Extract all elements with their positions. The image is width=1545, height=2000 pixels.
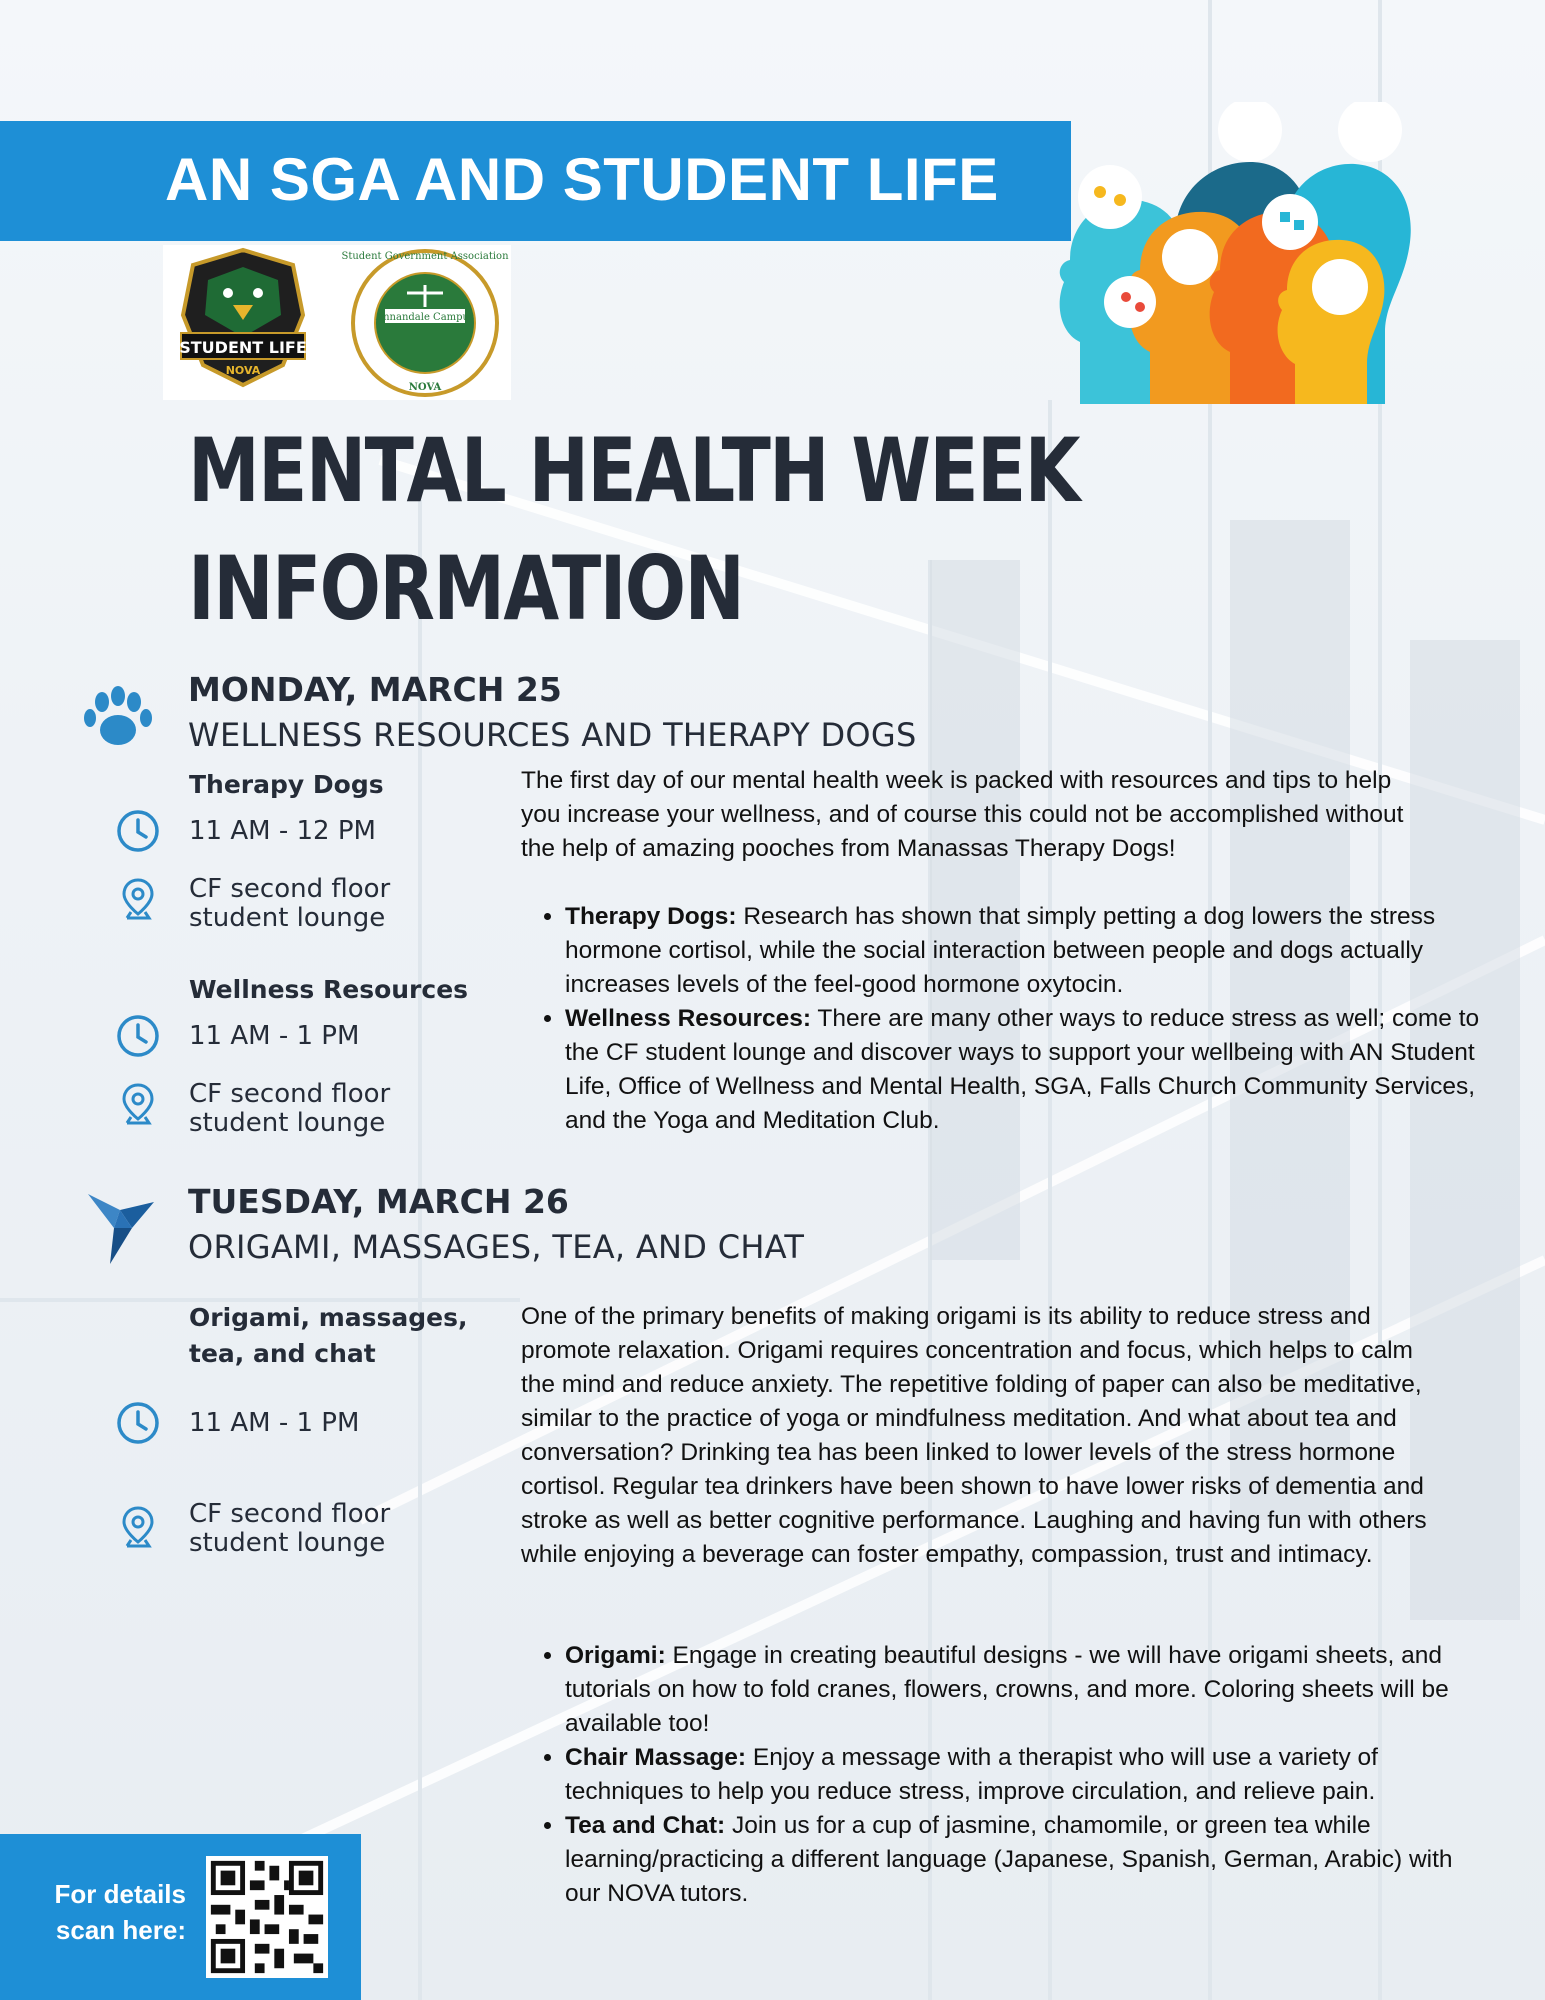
tuesday-event-title <box>189 1300 468 1372</box>
qr-caption-line-1: For details <box>54 1879 186 1909</box>
logos-panel <box>163 245 511 400</box>
qr-code[interactable] <box>206 1856 328 1978</box>
event-title-line-2: tea, and chat <box>189 1339 376 1368</box>
list-item: • Wellness Resources: There are many other ways to reduce stress as well; come to the CF student lounge and discover ways to support your wellbeing with AN Student Life, Office of Wellness and Mental Health, SGA, Falls Church Community Services, and the Yoga and Meditation Club. <box>565 1002 1480 1138</box>
sga-seal-logo <box>341 251 509 395</box>
location-pin-icon <box>115 1504 161 1550</box>
monday-event-1-time: 11 AM - 12 PM <box>189 816 376 846</box>
qr-code-graphic <box>206 1856 328 1978</box>
event-title-line-1: Origami, massages, <box>189 1303 468 1332</box>
location-line-2: student lounge <box>189 1108 386 1138</box>
tuesday-subtitle: ORIGAMI, MASSAGES, TEA, AND CHAT <box>188 1228 805 1266</box>
location-line-2: student lounge <box>189 903 386 933</box>
list-item: • Origami: Engage in creating beautiful designs - we will have origami sheets, and tutorials on how to fold cranes, flowers, crowns, and more. Coloring sheets will be available too! <box>565 1639 1480 1741</box>
location-pin-icon <box>115 1081 161 1127</box>
mental-health-heads-illustration <box>1040 102 1425 404</box>
monday-date: MONDAY, MARCH 25 <box>188 670 562 709</box>
title-line-1: MENTAL HEALTH WEEK <box>188 419 1079 522</box>
monday-event-2-location <box>189 1080 390 1138</box>
origami-bird-icon <box>84 1188 156 1266</box>
qr-caption-line-2: scan here: <box>55 1915 186 1945</box>
tuesday-event-location <box>189 1500 390 1558</box>
tuesday-date: TUESDAY, MARCH 26 <box>188 1182 569 1221</box>
page-title <box>188 412 1079 648</box>
qr-footer <box>0 1834 361 2000</box>
monday-event-1-title: Therapy Dogs <box>189 770 384 799</box>
student-life-logo <box>179 250 307 385</box>
paw-icon <box>82 684 154 750</box>
location-pin-icon <box>115 876 161 922</box>
monday-bullet-list <box>521 900 1480 1138</box>
location-line-2: student lounge <box>189 1528 386 1558</box>
tuesday-bullet-list <box>521 1639 1480 1911</box>
clock-icon <box>115 1400 161 1446</box>
monday-event-2-title: Wellness Resources <box>189 975 469 1004</box>
clock-icon <box>115 1013 161 1059</box>
svg-text:Annandale Campus: Annandale Campus <box>375 312 475 323</box>
clock-icon <box>115 808 161 854</box>
qr-caption <box>55 1876 186 1948</box>
svg-text:NOVA: NOVA <box>408 382 442 393</box>
logo-graphics <box>163 245 511 400</box>
monday-event-2-time: 11 AM - 1 PM <box>189 1021 360 1051</box>
list-item: • Therapy Dogs: Research has shown that simply petting a dog lowers the stress hormone cortisol, while the social interaction between people and dogs actually increases levels of the feel-good hormone oxytocin. <box>565 900 1480 1002</box>
tuesday-event-time: 11 AM - 1 PM <box>189 1408 360 1438</box>
svg-text:STUDENT LIFE: STUDENT LIFE <box>179 338 307 357</box>
list-item: • Tea and Chat: Join us for a cup of jasmine, chamomile, or green tea while learning/practicing a different language (Japanese, Spanish, German, Arabic) with our NOVA tutors. <box>565 1809 1480 1911</box>
tuesday-description: One of the primary benefits of making origami is its ability to reduce stress and promote relaxation. Origami requires concentration and focus, which helps to calm the mind and reduce anxiety. The repetitive folding of paper can also be meditative, similar to the practice of yoga or mindfulness meditation. And what about tea and conversation? Drinking tea has been linked to lower levels of the stress hormone cortisol. Regular tea drinkers have been shown to have lower risks of dementia and stroke as well as better cognitive performance. Laughing and having fun with others while enjoying a beverage can foster empathy, compassion, trust and intimacy. <box>521 1303 1427 1568</box>
location-line-1: CF second floor <box>189 1079 391 1109</box>
svg-text:NOVA: NOVA <box>225 364 261 377</box>
location-line-1: CF second floor <box>189 1499 391 1529</box>
header-banner <box>0 121 1071 241</box>
title-line-2: INFORMATION <box>188 537 744 640</box>
monday-event-1-location <box>189 875 390 933</box>
list-item: • Chair Massage: Enjoy a message with a therapist who will use a variety of techniques to help you reduce stress, improve circulation, and relieve pain. <box>565 1741 1480 1809</box>
location-line-1: CF second floor <box>189 874 391 904</box>
monday-subtitle: WELLNESS RESOURCES AND THERAPY DOGS <box>188 716 917 754</box>
monday-description: The first day of our mental health week is packed with resources and tips to help you increase your wellness, and of course this could not be accomplished without the help of amazing pooches from Manassas Therapy Dogs! <box>521 767 1404 862</box>
svg-text:Student Government Association: Student Government Association <box>341 251 509 262</box>
banner-title: AN SGA AND STUDENT LIFE <box>165 146 999 213</box>
